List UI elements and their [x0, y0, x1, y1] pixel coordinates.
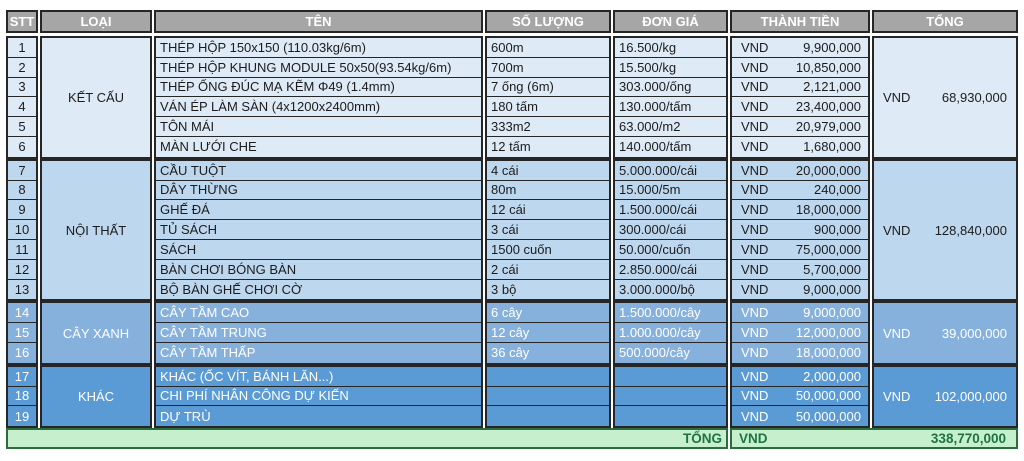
unit-price-cell[interactable]: 2.850.000/cái [615, 260, 726, 280]
amount-cell[interactable] [732, 280, 868, 300]
amount-cell[interactable] [732, 181, 868, 201]
quantity-cell[interactable] [487, 387, 609, 407]
group-block [485, 365, 611, 428]
currency-label: VND [741, 281, 769, 297]
amount-value: 23,400,000 [795, 99, 861, 115]
currency-label: VND [741, 368, 769, 384]
column-sl [485, 36, 611, 428]
grand-total-label[interactable]: TỔNG [6, 428, 728, 449]
group-label-cell[interactable]: CÂY XANH [62, 325, 130, 341]
column-ten [154, 36, 483, 428]
group-block [40, 365, 152, 428]
currency-label: VND [741, 305, 769, 321]
group-block [730, 301, 870, 364]
currency-label: VND [741, 261, 769, 277]
group-block [485, 36, 611, 159]
column-tt [730, 36, 870, 428]
stt-cell[interactable]: 3 [8, 78, 36, 98]
item-name-cell[interactable]: BÀN CHƠI BÓNG BÀN [156, 260, 481, 280]
quantity-cell[interactable]: 3 bộ [491, 281, 517, 297]
amount-value: 10,850,000 [795, 59, 861, 75]
group-block [730, 365, 870, 428]
stt-cell[interactable]: 19 [14, 408, 30, 424]
amount-value: 9,000,000 [803, 305, 861, 321]
stt-cell[interactable]: 2 [8, 58, 36, 78]
stt-cell[interactable]: 5 [8, 117, 36, 137]
col-header-thanh-tien[interactable]: THÀNH TIỀN [730, 10, 870, 33]
stt-cell[interactable]: 1 [8, 38, 36, 58]
currency-label: VND [741, 79, 769, 95]
quantity-cell[interactable]: 12 cái [487, 200, 609, 220]
quantity-cell[interactable]: 2 cái [487, 260, 609, 280]
group-block [613, 365, 728, 428]
group-total-cell[interactable] [874, 367, 1016, 426]
currency-label: VND [741, 59, 769, 75]
group-total-cell[interactable] [874, 303, 1016, 362]
amount-cell[interactable] [732, 260, 868, 280]
stt-cell[interactable]: 17 [8, 367, 36, 387]
currency-label: VND [741, 222, 769, 238]
unit-price-cell[interactable]: 1.500.000/cái [615, 200, 726, 220]
group-block [154, 159, 483, 302]
amount-value: 12,000,000 [795, 325, 861, 341]
amount-cell[interactable] [732, 137, 868, 157]
grand-total-row [6, 428, 1018, 449]
quantity-cell[interactable]: 12 cây [487, 323, 609, 343]
unit-price-cell[interactable]: 140.000/tấm [619, 139, 692, 155]
item-name-cell[interactable]: THÉP HỘP KHUNG MODULE 50x50(93.54kg/6m) [156, 58, 481, 78]
column-stt [6, 36, 38, 428]
group-block [6, 36, 38, 159]
unit-price-cell[interactable]: 500.000/cây [619, 345, 690, 361]
item-name-cell[interactable]: CẦU TUỘT [156, 161, 481, 181]
item-name-cell[interactable]: KHÁC (ỐC VÍT, BÁNH LĂN...) [156, 367, 481, 387]
currency-label: VND [741, 182, 769, 198]
currency-label: VND [741, 139, 769, 155]
amount-cell[interactable] [732, 38, 868, 58]
stt-cell[interactable]: 8 [8, 181, 36, 201]
currency-label: VND [741, 388, 769, 404]
group-total-amount: 39,000,000 [941, 325, 1007, 341]
amount-cell[interactable] [732, 117, 868, 137]
quantity-cell[interactable]: 700m [487, 58, 609, 78]
currency-label: VND [741, 202, 769, 218]
quantity-cell[interactable]: 7 ống (6m) [487, 78, 609, 98]
currency-label: VND [741, 39, 769, 55]
quantity-cell[interactable]: 600m [487, 38, 609, 58]
currency-label: VND [883, 89, 911, 105]
item-name-cell[interactable]: THÉP ỐNG ĐÚC MẠ KẼM Φ49 (1.4mm) [156, 78, 481, 98]
group-total-amount: 102,000,000 [934, 388, 1007, 404]
item-name-cell[interactable]: DỰ TRÙ [160, 408, 211, 424]
currency-label: VND [741, 325, 769, 341]
amount-value: 2,000,000 [803, 368, 861, 384]
amount-value: 240,000 [814, 182, 861, 198]
group-block [40, 301, 152, 364]
amount-cell[interactable] [732, 97, 868, 117]
table-header-row [6, 10, 1018, 33]
unit-price-cell[interactable]: 130.000/tấm [615, 97, 726, 117]
amount-cell[interactable] [732, 387, 868, 407]
amount-cell[interactable] [732, 343, 868, 363]
stt-cell[interactable]: 9 [8, 200, 36, 220]
group-block [872, 159, 1018, 302]
quantity-cell[interactable]: 1500 cuốn [487, 240, 609, 260]
col-header-don-gia[interactable]: ĐƠN GIÁ [613, 10, 728, 33]
amount-value: 20,979,000 [795, 119, 861, 135]
amount-cell[interactable] [732, 240, 868, 260]
unit-price-cell[interactable] [615, 387, 726, 407]
group-block [485, 159, 611, 302]
item-name-cell[interactable]: DÂY THỪNG [156, 181, 481, 201]
amount-cell[interactable] [732, 323, 868, 343]
currency-label: VND [883, 222, 911, 238]
stt-cell[interactable]: 13 [14, 281, 30, 297]
item-name-cell[interactable]: CHI PHÍ NHÂN CÔNG DỰ KIẾN [156, 387, 481, 407]
group-block [872, 36, 1018, 159]
amount-value: 75,000,000 [795, 241, 861, 257]
group-block [6, 365, 38, 428]
amount-value: 18,000,000 [795, 202, 861, 218]
stt-cell[interactable]: 6 [18, 139, 26, 155]
group-block [872, 301, 1018, 364]
unit-price-cell[interactable]: 3.000.000/bộ [619, 281, 695, 297]
amount-cell[interactable] [732, 200, 868, 220]
stt-cell[interactable]: 12 [8, 260, 36, 280]
group-block [872, 365, 1018, 428]
quantity-cell[interactable]: 12 tấm [491, 139, 531, 155]
group-total-amount: 68,930,000 [941, 89, 1007, 105]
stt-cell[interactable]: 15 [8, 323, 36, 343]
group-block [154, 36, 483, 159]
group-block [6, 301, 38, 364]
cost-estimate-table [6, 10, 1018, 449]
item-name-cell[interactable]: THÉP HỘP 150x150 (110.03kg/6m) [156, 38, 481, 58]
item-name-cell[interactable]: SÁCH [156, 240, 481, 260]
group-block [485, 301, 611, 364]
quantity-cell[interactable]: 3 cái [487, 220, 609, 240]
amount-cell[interactable] [732, 58, 868, 78]
group-block [730, 159, 870, 302]
grand-total-amount: 338,770,000 [930, 431, 1006, 447]
grand-total-currency: VND [739, 431, 768, 447]
item-name-cell[interactable]: GHẾ ĐÁ [156, 200, 481, 220]
unit-price-cell[interactable]: 5.000.000/cái [615, 161, 726, 181]
item-name-cell[interactable]: CÂY TẦM CAO [156, 303, 481, 323]
item-name-cell[interactable]: TỦ SÁCH [156, 220, 481, 240]
amount-value: 1,680,000 [803, 139, 861, 155]
unit-price-cell[interactable] [615, 406, 726, 426]
amount-value: 9,000,000 [803, 281, 861, 297]
grand-total-value[interactable] [730, 428, 1018, 449]
group-block [613, 36, 728, 159]
amount-value: 9,900,000 [803, 39, 861, 55]
stt-cell[interactable]: 4 [8, 97, 36, 117]
unit-price-cell[interactable]: 300.000/cái [615, 220, 726, 240]
item-name-cell[interactable]: BỘ BÀN GHẾ CHƠI CỜ [160, 281, 303, 297]
stt-cell[interactable]: 7 [8, 161, 36, 181]
quantity-cell[interactable]: 180 tấm [487, 97, 609, 117]
unit-price-cell[interactable]: 15.000/5m [615, 181, 726, 201]
group-block [40, 36, 152, 159]
quantity-cell[interactable]: 333m2 [487, 117, 609, 137]
currency-label: VND [741, 99, 769, 115]
group-total-cell[interactable] [874, 161, 1016, 300]
group-label-cell[interactable]: KẾT CẤU [67, 89, 125, 105]
unit-price-cell[interactable] [615, 367, 726, 387]
amount-cell[interactable] [732, 303, 868, 323]
column-dg [613, 36, 728, 428]
unit-price-cell[interactable]: 16.500/kg [615, 38, 726, 58]
group-block [730, 36, 870, 159]
currency-label: VND [741, 119, 769, 135]
item-name-cell[interactable]: TÔN MÁI [156, 117, 481, 137]
currency-label: VND [741, 345, 769, 361]
amount-value: 900,000 [814, 222, 861, 238]
column-tong [872, 36, 1018, 428]
unit-price-cell[interactable]: 50.000/cuốn [615, 240, 726, 260]
group-label-cell[interactable]: KHÁC [77, 388, 115, 404]
group-label-cell[interactable]: NỘI THẤT [65, 222, 127, 238]
currency-label: VND [741, 162, 769, 178]
unit-price-cell[interactable]: 1.500.000/cây [615, 303, 726, 323]
group-block [154, 365, 483, 428]
unit-price-cell[interactable]: 303.000/ống [615, 78, 726, 98]
amount-value: 50,000,000 [795, 388, 861, 404]
group-block [613, 159, 728, 302]
column-loai [40, 36, 152, 428]
stt-cell[interactable]: 16 [14, 345, 30, 361]
col-header-loai[interactable]: LOẠI [40, 10, 152, 33]
stt-cell[interactable]: 11 [8, 240, 36, 260]
quantity-cell[interactable] [487, 367, 609, 387]
item-name-cell[interactable]: MÀN LƯỚI CHE [160, 139, 257, 155]
quantity-cell[interactable] [487, 406, 609, 426]
item-name-cell[interactable]: VÁN ÉP LÀM SÀN (4x1200x2400mm) [156, 97, 481, 117]
quantity-cell[interactable]: 36 cây [491, 345, 530, 361]
group-block [613, 301, 728, 364]
col-header-so-luong[interactable]: SỐ LƯỢNG [485, 10, 611, 33]
amount-cell[interactable] [732, 78, 868, 98]
stt-cell[interactable]: 10 [8, 220, 36, 240]
amount-cell[interactable] [732, 220, 868, 240]
amount-value: 18,000,000 [795, 345, 861, 361]
item-name-cell[interactable]: CÂY TẦM THẤP [160, 345, 256, 361]
amount-cell[interactable] [732, 406, 868, 426]
group-block [154, 301, 483, 364]
col-header-ten[interactable]: TÊN [154, 10, 483, 33]
currency-label: VND [883, 325, 911, 341]
currency-label: VND [741, 241, 769, 257]
item-name-cell[interactable]: CÂY TẦM TRUNG [156, 323, 481, 343]
amount-value: 2,121,000 [803, 79, 861, 95]
group-total-amount: 128,840,000 [934, 222, 1007, 238]
unit-price-cell[interactable]: 15.500/kg [615, 58, 726, 78]
col-header-tong[interactable]: TỔNG [872, 10, 1018, 33]
group-total-cell[interactable] [874, 38, 1016, 157]
quantity-cell[interactable]: 4 cái [487, 161, 609, 181]
unit-price-cell[interactable]: 63.000/m2 [615, 117, 726, 137]
table-body [6, 36, 1018, 428]
amount-value: 5,700,000 [803, 261, 861, 277]
unit-price-cell[interactable]: 1.000.000/cây [615, 323, 726, 343]
group-block [40, 159, 152, 302]
currency-label: VND [741, 408, 769, 424]
currency-label: VND [883, 388, 911, 404]
quantity-cell[interactable]: 80m [487, 181, 609, 201]
stt-cell[interactable]: 14 [8, 303, 36, 323]
col-header-stt[interactable]: STT [6, 10, 38, 33]
amount-value: 50,000,000 [795, 408, 861, 424]
amount-cell[interactable] [732, 161, 868, 181]
amount-value: 20,000,000 [795, 162, 861, 178]
quantity-cell[interactable]: 6 cây [487, 303, 609, 323]
amount-cell[interactable] [732, 367, 868, 387]
group-block [6, 159, 38, 302]
stt-cell[interactable]: 18 [8, 387, 36, 407]
